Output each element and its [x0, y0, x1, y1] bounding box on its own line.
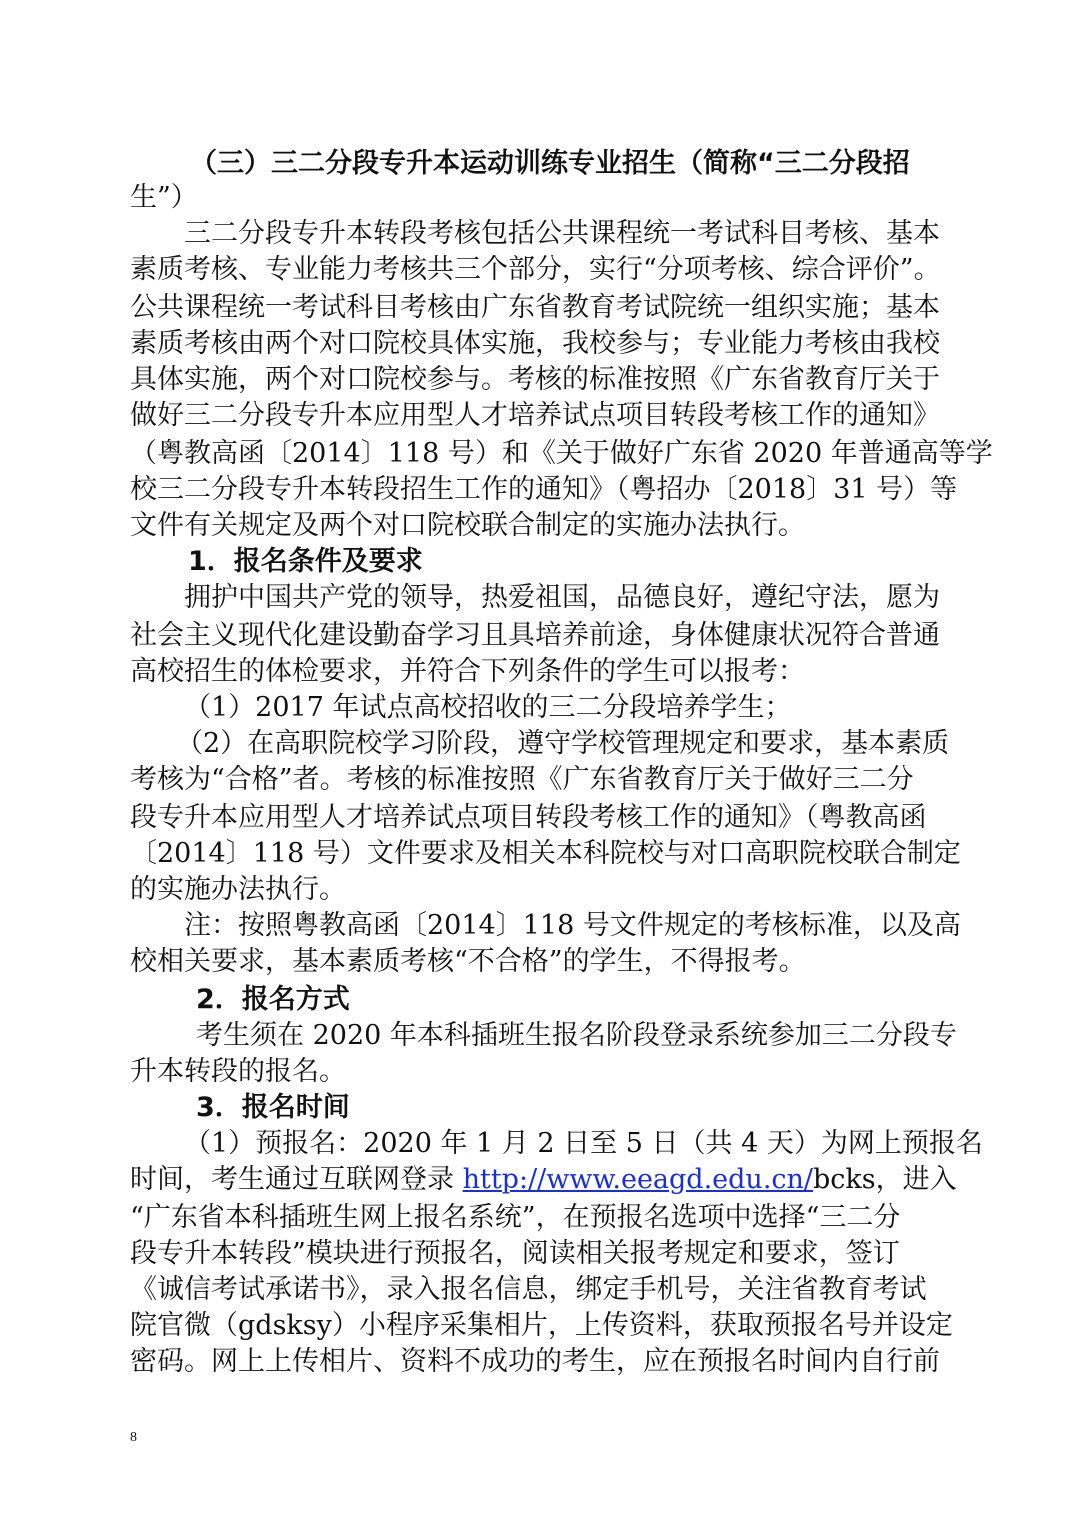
body-text-line: 三二分段专升本转段考核包括公共课程统一考试科目考核、基本	[184, 218, 940, 249]
body-text-line: 校三二分段专升本转段招生工作的通知》（粤招办〔2018〕31 号）等	[130, 474, 958, 505]
registration-link[interactable]: http://www.eeagd.edu.cn/	[462, 1164, 814, 1195]
body-text-line: 社会主义现代化建设勤奋学习且具培养前途，身体健康状况符合普通	[130, 620, 940, 651]
body-text-line: 《诚信考试承诺书》，录入报名信息，绑定手机号，关注省教育考试	[130, 1274, 927, 1305]
body-text-line: 院官微（gdsksy）小程序采集相片，上传资料，获取预报名号并设定	[130, 1310, 953, 1341]
body-text-line: （1）预报名：2020 年 1 月 2 日至 5 日（共 4 天）为网上预报名	[184, 1128, 983, 1159]
line-suffix: bcks，进入	[813, 1164, 957, 1195]
page-number: 8	[130, 1430, 137, 1445]
body-text-line: 做好三二分段专升本应用型人才培养试点项目转段考核工作的通知》	[130, 400, 940, 431]
body-text-line: 段专升本应用型人才培养试点项目转段考核工作的通知》（粤教高函	[130, 802, 927, 833]
section-heading: 2．报名方式	[196, 984, 350, 1015]
body-text-line: 校相关要求，基本素质考核“不合格”的学生，不得报考。	[130, 946, 806, 977]
body-text-line: 生”）	[130, 182, 198, 213]
body-text-line: （1）2017 年试点高校招收的三二分段培养学生；	[184, 692, 792, 723]
body-text-line: 文件有关规定及两个对口院校联合制定的实施办法执行。	[130, 510, 805, 541]
body-text-line: 高校招生的体检要求，并符合下列条件的学生可以报考：	[130, 656, 805, 687]
body-text-line: 注：按照粤教高函〔2014〕118 号文件规定的考核标准，以及高	[184, 910, 961, 941]
body-text-line: “广东省本科插班生网上报名系统”，在预报名选项中选择“三二分	[130, 1202, 901, 1233]
body-text-line: 升本转段的报名。	[130, 1056, 346, 1087]
body-text-line: （粤教高函〔2014〕118 号）和《关于做好广东省 2020 年普通高等学	[130, 438, 993, 469]
body-text-line: 素质考核由两个对口院校具体实施，我校参与；专业能力考核由我校	[130, 328, 940, 359]
line-prefix: 时间，考生通过互联网登录	[130, 1164, 463, 1195]
body-text-line: 密码。网上上传相片、资料不成功的考生，应在预报名时间内自行前	[130, 1346, 940, 1377]
section-heading: （三）三二分段专升本运动训练专业招生（简称“三二分段招	[190, 148, 910, 179]
section-heading: 1．报名条件及要求	[188, 546, 423, 577]
body-text-line: 具体实施，两个对口院校参与。考核的标准按照《广东省教育厅关于	[130, 364, 940, 395]
body-text-line: 的实施办法执行。	[130, 874, 346, 905]
body-text-line: 素质考核、专业能力考核共三个部分，实行“分项考核、综合评价”。	[130, 254, 941, 285]
body-text-line: 拥护中国共产党的领导，热爱祖国，品德良好，遵纪守法，愿为	[184, 582, 940, 613]
body-text-line: 考生须在 2020 年本科插班生报名阶段登录系统参加三二分段专	[196, 1020, 957, 1051]
body-text-line: （2）在高职院校学习阶段，遵守学校管理规定和要求，基本素质	[176, 728, 950, 759]
body-text-line: 〔2014〕118 号）文件要求及相关本科院校与对口高职院校联合制定	[130, 838, 961, 869]
body-text-line	[130, 1162, 957, 1198]
section-heading: 3．报名时间	[196, 1092, 350, 1123]
body-text-line: 考核为“合格”者。考核的标准按照《广东省教育厅关于做好三二分	[130, 764, 914, 795]
body-text-line: 段专升本转段”模块进行预报名，阅读相关报考规定和要求，签订	[130, 1238, 900, 1269]
body-text-line: 公共课程统一考试科目考核由广东省教育考试院统一组织实施；基本	[130, 292, 940, 323]
